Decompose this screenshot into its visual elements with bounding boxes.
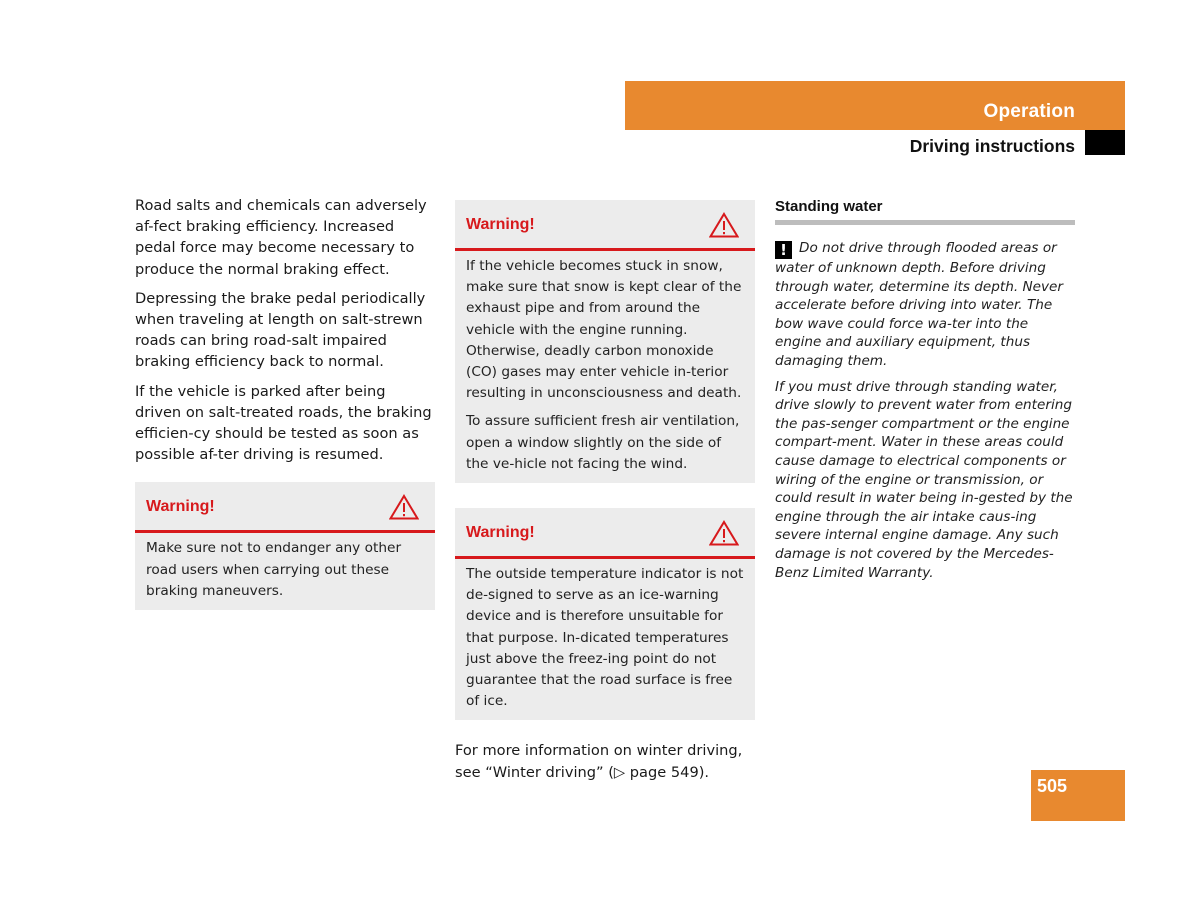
page-number: 505 [1037, 776, 1068, 796]
warning-box [135, 482, 435, 610]
warning-text: To assure sufficient fresh air ventilation, open a window slightly on the side of the ve-hicle not facing the wind. [466, 413, 740, 472]
warning-header [455, 200, 755, 251]
body-paragraph: Road salts and chemicals can adversely af-fect braking efficiency. Increased pedal force may become necessary to produce the normal braking effect. [135, 197, 427, 278]
warning-body [135, 533, 435, 610]
subsection-title: Driving instructions [909, 136, 1075, 156]
warning-box [455, 200, 755, 483]
warning-text: The outside temperature indicator is not de-signed to serve as an ice-warning device and is therefore unsuitable for that purpose. In-dicated temperatures just above the freez-ing point do not guarantee that the road surface is free of ice. [466, 566, 744, 710]
warning-label: Warning! [146, 498, 215, 516]
warning-triangle-icon [709, 520, 739, 546]
standing-water-paragraph: If you must drive through standing water, drive slowly to prevent water from entering the pas-senger compartment or the engine compart-ment. Water in these areas could cause damage to electrical components or wiring of the engine or transmission, or could result in water being in-gested by the engine through the air intake caus-ing severe internal engine damage. Any such damage is not covered by the Mercedes-Benz Limited Warranty. [775, 378, 1073, 581]
winter-driving-reference: For more information on winter driving, see “Winter driving” (▷ page 549). [455, 742, 743, 781]
notice-paragraph [775, 239, 1075, 371]
section-title: Operation [983, 101, 1075, 122]
warning-text: Make sure not to endanger any other road users when carrying out these braking maneuvers. [146, 540, 402, 599]
notice-text: Do not drive through flooded areas or water of unknown depth. Before driving through water, determine its depth. Never accelerate before driving into water. The bow wave could force wa-ter into the engine and auxiliary equipment, thus damaging them. [775, 240, 1063, 369]
section-tab-marker [1085, 130, 1125, 155]
warning-text: If the vehicle becomes stuck in snow, make sure that snow is kept clear of the exhaust pipe and from around the vehicle with the engine running. Otherwise, deadly carbon monoxide (CO) gases may enter vehicle in-terior resulting in unconsciousness and death. [466, 258, 742, 402]
standing-water-heading: Standing water [775, 198, 1075, 225]
warning-triangle-icon [709, 212, 739, 238]
warning-body [455, 251, 755, 483]
column-3 [775, 195, 1075, 589]
column-1 [135, 195, 435, 610]
body-paragraph: Depressing the brake pedal periodically when traveling at length on salt-strewn roads can bring road-salt impaired braking efficiency back to normal. [135, 289, 426, 371]
column-2 [455, 200, 755, 791]
body-paragraph: If the vehicle is parked after being driven on salt-treated roads, the braking efficien-cy should be tested as soon as possible af-ter driving is resumed. [135, 382, 432, 464]
warning-label: Warning! [466, 216, 535, 233]
exclamation-notice-icon: ! [775, 241, 792, 259]
warning-label: Warning! [466, 524, 535, 542]
warning-header [455, 508, 755, 559]
warning-box [455, 508, 755, 720]
warning-triangle-icon [389, 494, 419, 520]
warning-header [135, 482, 435, 533]
warning-body [455, 559, 755, 720]
